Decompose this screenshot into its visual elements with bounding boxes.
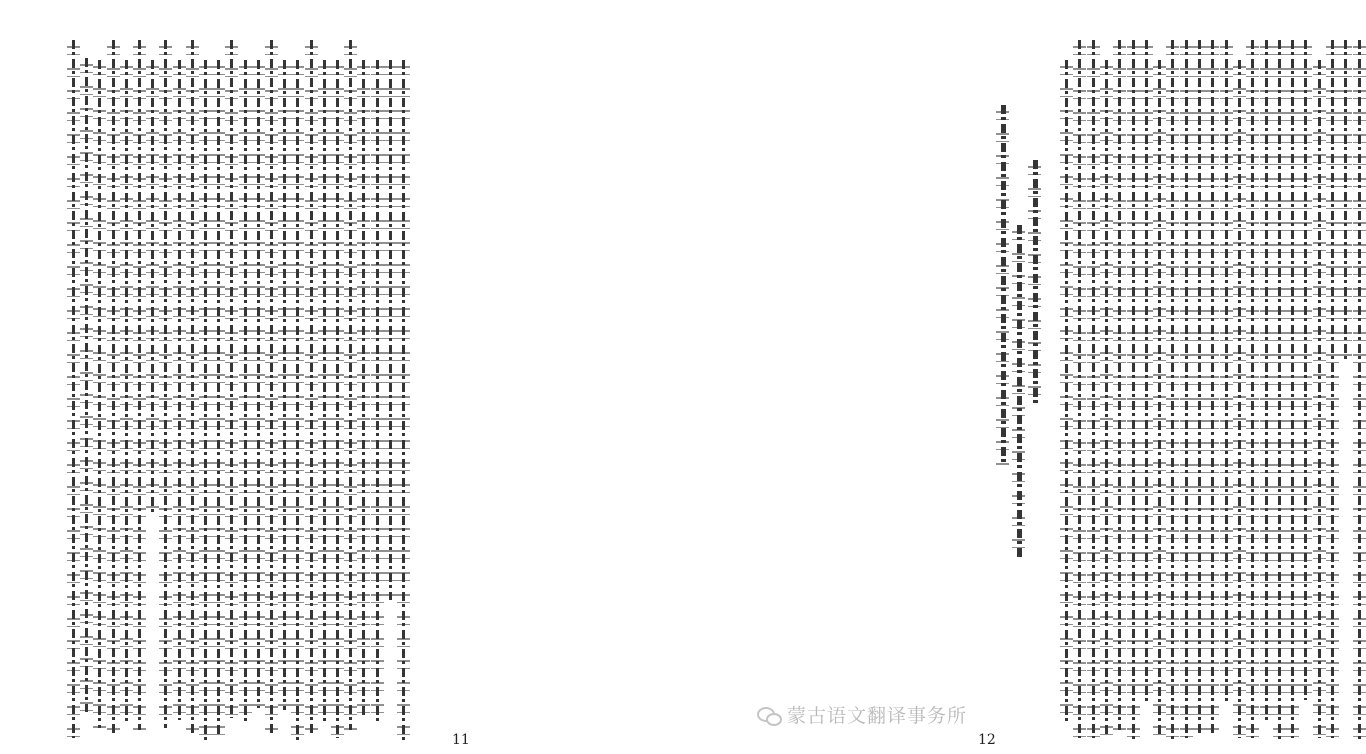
script-column [1158,60,1161,736]
script-column [1118,40,1121,730]
script-column [138,40,141,730]
right-page [492,0,996,754]
script-column [1318,60,1321,738]
script-column [270,40,273,736]
script-column [336,60,339,738]
script-column [1278,40,1281,740]
script-column [1251,40,1254,738]
script-column [230,40,233,718]
script-column [112,40,115,735]
script-column [1065,60,1068,725]
wechat-icon [757,706,781,724]
script-column [323,60,326,724]
script-column [85,58,88,712]
script-column [1238,60,1241,738]
script-column [1225,40,1228,704]
script-column [1105,60,1108,735]
script-column [310,40,313,735]
script-column [402,60,405,740]
script-column [1078,40,1081,738]
script-column [1358,40,1361,742]
script-column [1185,40,1188,738]
script-column [1344,40,1347,360]
script-column [204,60,207,740]
script-column [98,60,101,728]
script-column [1304,40,1307,700]
script-column [1265,40,1268,722]
script-column [1291,40,1294,738]
watermark-text: 蒙古语文翻译事务所 [786,705,967,727]
script-column [217,60,220,735]
watermark [757,701,967,728]
script-column [257,60,260,708]
script-column [389,60,392,600]
script-column [72,40,75,738]
script-column [283,60,286,710]
script-column [1145,40,1148,702]
script-column [191,40,194,733]
script-column [151,60,154,512]
script-column [362,60,365,716]
script-column [1331,40,1334,738]
script-column [244,60,247,722]
script-column [1198,40,1201,735]
right-page-number: 12 [978,732,996,748]
heading-column [1001,105,1006,465]
script-column [296,60,299,740]
script-column [178,60,181,720]
script-column [376,60,379,722]
script-column [1132,40,1135,740]
script-column [164,40,167,728]
heading-column [1033,160,1038,405]
left-page [0,0,492,754]
script-column [349,40,352,730]
heading-column [1017,225,1022,560]
script-column [1171,40,1174,740]
left-page-number: 11 [452,732,470,748]
script-column [125,60,128,725]
script-column [1092,40,1095,738]
script-column [1211,40,1214,734]
